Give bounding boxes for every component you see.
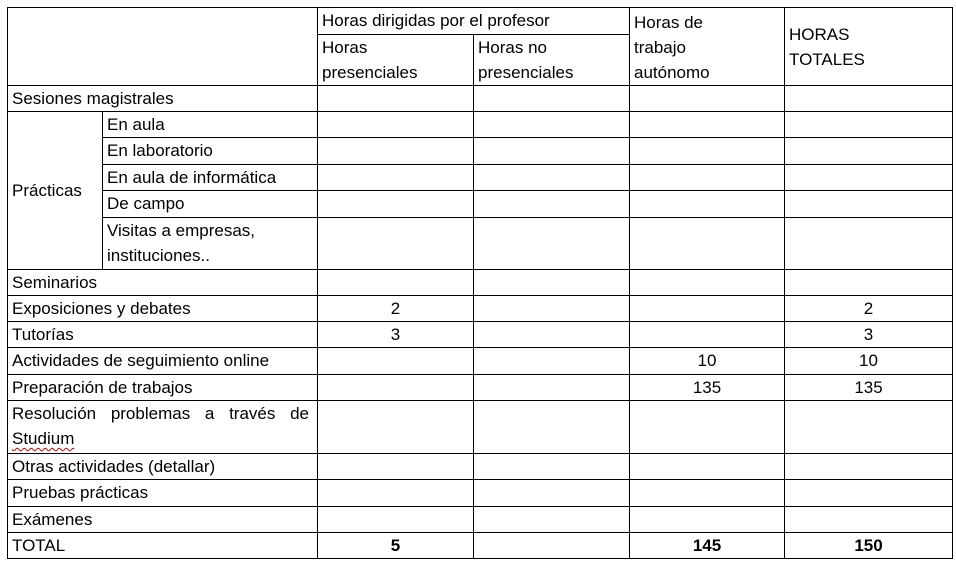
cell-empty bbox=[474, 401, 630, 454]
row-label-studium-line2: Studium bbox=[12, 429, 75, 448]
cell-empty bbox=[318, 138, 474, 165]
table-row bbox=[8, 138, 953, 165]
cell-empty bbox=[785, 480, 953, 507]
table-row bbox=[8, 454, 953, 480]
table-row bbox=[8, 270, 953, 296]
cell-empty bbox=[318, 165, 474, 191]
cell-empty bbox=[474, 218, 630, 270]
cell-trabajos-totales: 135 bbox=[785, 375, 953, 401]
cell-empty bbox=[318, 375, 474, 401]
cell-empty bbox=[318, 218, 474, 270]
table-row bbox=[8, 507, 953, 533]
cell-empty bbox=[474, 348, 630, 375]
header-in-person-label: Horas presenciales bbox=[322, 38, 418, 82]
cell-empty bbox=[630, 296, 785, 322]
cell-empty bbox=[630, 270, 785, 296]
row-label-seminarios: Seminarios bbox=[8, 270, 318, 296]
row-label-online: Actividades de seguimiento online bbox=[8, 348, 318, 375]
cell-empty bbox=[630, 507, 785, 533]
row-label-studium-line1: Resolución problemas a través de bbox=[12, 404, 309, 423]
cell-empty bbox=[474, 480, 630, 507]
header-directed-hours: Horas dirigidas por el profesor bbox=[318, 8, 630, 35]
cell-exposiciones-presenciales: 2 bbox=[318, 296, 474, 322]
cell-empty bbox=[630, 112, 785, 138]
table-row bbox=[8, 86, 953, 112]
cell-empty bbox=[474, 165, 630, 191]
cell-empty bbox=[474, 191, 630, 218]
row-label-visitas-text: Visitas a empresas, instituciones.. bbox=[107, 221, 256, 265]
table-row bbox=[8, 191, 953, 218]
cell-empty bbox=[785, 401, 953, 454]
cell-empty bbox=[474, 112, 630, 138]
header-corner-cell bbox=[8, 8, 318, 86]
total-row bbox=[8, 533, 953, 559]
cell-empty bbox=[785, 165, 953, 191]
table-row bbox=[8, 165, 953, 191]
header-not-in-person-label: Horas no presenciales bbox=[478, 38, 574, 82]
cell-online-totales: 10 bbox=[785, 348, 953, 375]
header-row-1 bbox=[8, 8, 953, 35]
cell-empty bbox=[474, 270, 630, 296]
cell-empty bbox=[318, 86, 474, 112]
cell-empty bbox=[630, 401, 785, 454]
table-row bbox=[8, 348, 953, 375]
cell-empty bbox=[630, 86, 785, 112]
hours-table-wrapper bbox=[7, 7, 953, 559]
row-label-aula-informatica: En aula de informática bbox=[103, 165, 318, 191]
cell-empty bbox=[474, 138, 630, 165]
row-label-total: TOTAL bbox=[8, 533, 318, 559]
row-label-pruebas: Pruebas prácticas bbox=[8, 480, 318, 507]
table-row bbox=[8, 322, 953, 348]
header-total-hours bbox=[785, 8, 953, 86]
header-in-person bbox=[318, 35, 474, 86]
table-row bbox=[8, 218, 953, 270]
cell-empty bbox=[785, 86, 953, 112]
cell-empty bbox=[318, 348, 474, 375]
table-row bbox=[8, 112, 953, 138]
cell-empty bbox=[474, 375, 630, 401]
cell-empty bbox=[785, 218, 953, 270]
header-not-in-person bbox=[474, 35, 630, 86]
cell-empty bbox=[630, 322, 785, 348]
row-label-de-campo: De campo bbox=[103, 191, 318, 218]
row-label-en-aula: En aula bbox=[103, 112, 318, 138]
cell-empty bbox=[630, 480, 785, 507]
cell-empty bbox=[318, 507, 474, 533]
cell-empty bbox=[318, 480, 474, 507]
cell-empty bbox=[474, 507, 630, 533]
cell-empty bbox=[785, 507, 953, 533]
row-label-otras: Otras actividades (detallar) bbox=[8, 454, 318, 480]
cell-empty bbox=[785, 270, 953, 296]
cell-empty bbox=[785, 191, 953, 218]
cell-empty bbox=[785, 112, 953, 138]
cell-empty bbox=[630, 454, 785, 480]
header-autonomous-label: Horas de trabajo autónomo bbox=[634, 13, 710, 82]
cell-online-autonomo: 10 bbox=[630, 348, 785, 375]
cell-tutorias-totales: 3 bbox=[785, 322, 953, 348]
cell-tutorias-presenciales: 3 bbox=[318, 322, 474, 348]
cell-empty bbox=[474, 533, 630, 559]
cell-empty bbox=[474, 296, 630, 322]
cell-empty bbox=[474, 86, 630, 112]
cell-empty bbox=[318, 191, 474, 218]
row-label-tutorias: Tutorías bbox=[8, 322, 318, 348]
cell-empty bbox=[474, 454, 630, 480]
cell-empty bbox=[474, 322, 630, 348]
row-label-visitas bbox=[103, 218, 318, 270]
cell-total-totales: 150 bbox=[785, 533, 953, 559]
header-autonomous-hours bbox=[630, 8, 785, 86]
cell-empty bbox=[785, 138, 953, 165]
row-label-sesiones: Sesiones magistrales bbox=[8, 86, 318, 112]
table-row bbox=[8, 401, 953, 454]
cell-empty bbox=[318, 270, 474, 296]
row-label-en-laboratorio: En laboratorio bbox=[103, 138, 318, 165]
cell-empty bbox=[630, 165, 785, 191]
table-row bbox=[8, 375, 953, 401]
hours-table bbox=[7, 7, 953, 559]
cell-total-autonomo: 145 bbox=[630, 533, 785, 559]
row-label-exposiciones: Exposiciones y debates bbox=[8, 296, 318, 322]
table-row bbox=[8, 480, 953, 507]
row-label-examenes: Exámenes bbox=[8, 507, 318, 533]
cell-empty bbox=[630, 138, 785, 165]
cell-empty bbox=[785, 454, 953, 480]
cell-empty bbox=[630, 191, 785, 218]
row-label-practicas: Prácticas bbox=[8, 112, 103, 270]
row-label-studium bbox=[8, 401, 318, 454]
cell-trabajos-autonomo: 135 bbox=[630, 375, 785, 401]
cell-empty bbox=[318, 454, 474, 480]
header-total-label: HORAS TOTALES bbox=[789, 24, 865, 69]
cell-empty bbox=[318, 112, 474, 138]
cell-total-presenciales: 5 bbox=[318, 533, 474, 559]
cell-empty bbox=[318, 401, 474, 454]
row-label-trabajos: Preparación de trabajos bbox=[8, 375, 318, 401]
cell-exposiciones-totales: 2 bbox=[785, 296, 953, 322]
cell-empty bbox=[630, 218, 785, 270]
table-row bbox=[8, 296, 953, 322]
